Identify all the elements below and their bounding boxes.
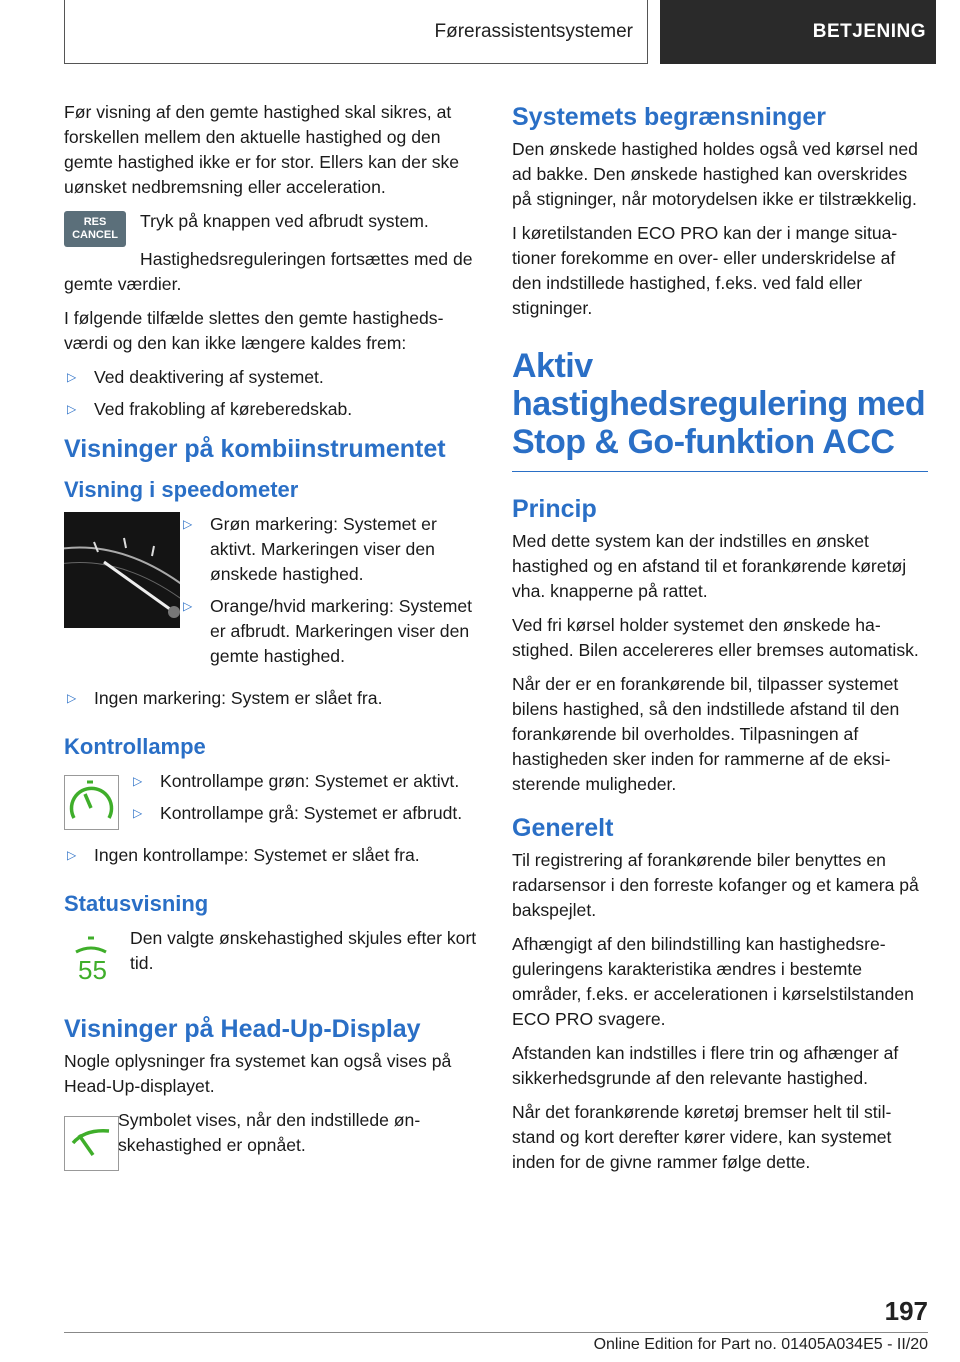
triangle-bullet-icon: ▷ <box>67 402 77 416</box>
paragraph: Tryk på knappen ved afbrudt system. <box>140 211 429 231</box>
list-item: ▷ Ved deaktivering af systemet. <box>64 365 480 390</box>
paragraph: Afstanden kan indstilles i flere trin og afhænger af sikkerhedsgrunde af den relevante hastighed. <box>512 1043 899 1088</box>
speed-status-icon <box>64 934 118 994</box>
triangle-bullet-icon: ▷ <box>183 517 193 531</box>
triangle-bullet-icon: ▷ <box>67 848 77 862</box>
paragraph: Med dette system kan der indstilles en ønsket hastighed og en afstand til et forankørende køretøj vha. knapperne på rattet. <box>512 531 907 601</box>
footer-edition: Online Edition for Part no. 01405A034E5 - II/20 <box>593 1336 928 1353</box>
footer-divider <box>64 1332 928 1333</box>
paragraph: Ved fri kørsel holder systemet den ønskede hastighed. Bilen accelereres eller bremses automatisk. <box>512 615 919 660</box>
heading-speedometer: Visning i speedometer <box>64 477 299 502</box>
list-item: ▷ Orange/hvid markering: Systemet er afbrudt. Markeringen viser den gemte hastighed. <box>183 596 473 666</box>
heading-kontrollampe: Kontrollampe <box>64 734 206 759</box>
acc-indicator-lamp-icon <box>64 775 119 830</box>
list-item: ▷ Ingen kontrollampe: Systemet er slået fra. <box>64 843 480 868</box>
res-cancel-block <box>64 209 480 247</box>
heading-statusvisning: Statusvisning <box>64 891 209 916</box>
triangle-bullet-icon: ▷ <box>133 806 143 820</box>
paragraph: Før visning af den gemte hastighed skal sikres, at forskellen mellem den aktuelle hastighed og den gemte hastighed ikke er for stor. Ellers kan der ske uønsket nedbremsning eller acceleration. <box>64 102 460 197</box>
res-cancel-button-icon: RES CANCEL <box>64 211 126 247</box>
paragraph: I køretilstanden ECO PRO kan der i mange situationer forekomme en over- eller underskridelse af den indstillede hastighed, f.eks. ved fald eller stigninger. <box>512 223 898 318</box>
speedometer-needle-icon <box>64 512 180 628</box>
speedometer-image <box>64 512 180 628</box>
heading-hud: Visninger på Head-Up-Display <box>64 1015 421 1043</box>
right-column <box>512 102 928 1184</box>
list-item: ▷ Kontrollampe grøn: Systemet er aktivt. <box>130 769 480 794</box>
triangle-bullet-icon: ▷ <box>133 774 143 788</box>
hud-block <box>64 1108 480 1171</box>
bullet-list <box>64 365 480 422</box>
paragraph: Den valgte ønskehastighed skjules efter kort tid. <box>130 928 477 973</box>
paragraph: Den ønskede hastighed holdes også ved kørsel ned ad bakke. Den ønskede hastighed kan overskrides på stigninger, når motorydelsen ikke er tilstrækkelig. <box>512 139 918 209</box>
page-number: 197 <box>884 1296 928 1326</box>
triangle-bullet-icon: ▷ <box>67 370 77 384</box>
header-section <box>64 0 648 64</box>
speedometer-block <box>64 512 480 676</box>
list-item: ▷ Kontrollampe grå: Systemet er afbrudt. <box>130 801 480 826</box>
hud-acc-icon <box>64 1116 119 1171</box>
list-item: ▷ Ved frakobling af køreberedskab. <box>64 397 480 422</box>
paragraph: Nogle oplysninger fra systemet kan også vises på Head-Up-displayet. <box>64 1051 452 1096</box>
paragraph: Hastighedsreguleringen fortsættes med de gemte værdier. <box>64 249 473 294</box>
triangle-bullet-icon: ▷ <box>67 691 77 705</box>
heading-princip: Princip <box>512 495 597 523</box>
heading-begraensninger: Systemets begrænsninger <box>512 103 826 131</box>
statusvisning-block <box>64 926 480 994</box>
triangle-bullet-icon: ▷ <box>183 599 193 613</box>
paragraph: Når der er en forankørende bil, tilpasser systemet bilens hastighed, så den indstillede afstand til den forankørende bil overholdes. Tilpasningen af hastigheden sker inden for rammerne af de eksisterende muligheder. <box>512 674 900 794</box>
left-column <box>64 100 480 1181</box>
bullet-list <box>64 686 480 711</box>
header-chapter <box>660 0 936 64</box>
paragraph: Afhængigt af den bilindstilling kan hastighedsreguleringens karakteristika ændres i bestemte områder, f.eks. er accelerationen i kørselstilstanden ECO PRO svagere. <box>512 934 914 1029</box>
paragraph: Når det forankørende køretøj bremser helt til stilstand og kort derefter kører videre, kan systemet inden for de givne rammer følge dette. <box>512 1102 892 1172</box>
paragraph: Til registrering af forankørende biler benyttes en radarsensor i den forreste kofanger og et kamera på bakspejlet. <box>512 850 919 920</box>
paragraph: I følgende tilfælde slettes den gemte hastighedsværdi og den kan ikke længere kaldes frem: <box>64 308 444 353</box>
heading-generelt: Generelt <box>512 814 614 842</box>
list-item: ▷ Ingen markering: System er slået fra. <box>64 686 480 711</box>
status-speed-number: 55 <box>78 955 107 985</box>
bullet-list <box>180 512 480 669</box>
heading-divider <box>512 471 928 472</box>
kontrollampe-block <box>64 769 480 833</box>
header-chapter-title: BETJENING <box>812 21 926 42</box>
paragraph: Symbolet vises, når den indstillede ønskehastighed er opnået. <box>118 1110 421 1155</box>
list-item: ▷ Grøn markering: Systemet er aktivt. Markeringen viser den ønskede hastighed. <box>183 514 437 584</box>
bullet-list <box>64 843 480 868</box>
heading-visninger: Visninger på kombiinstrumentet <box>64 435 446 463</box>
header-section-title: Førerassistentsystemer <box>434 20 633 42</box>
heading-acc: Aktiv hastighedsregulering med Stop & Go-funktion ACC <box>512 347 926 461</box>
bullet-list <box>130 769 480 826</box>
